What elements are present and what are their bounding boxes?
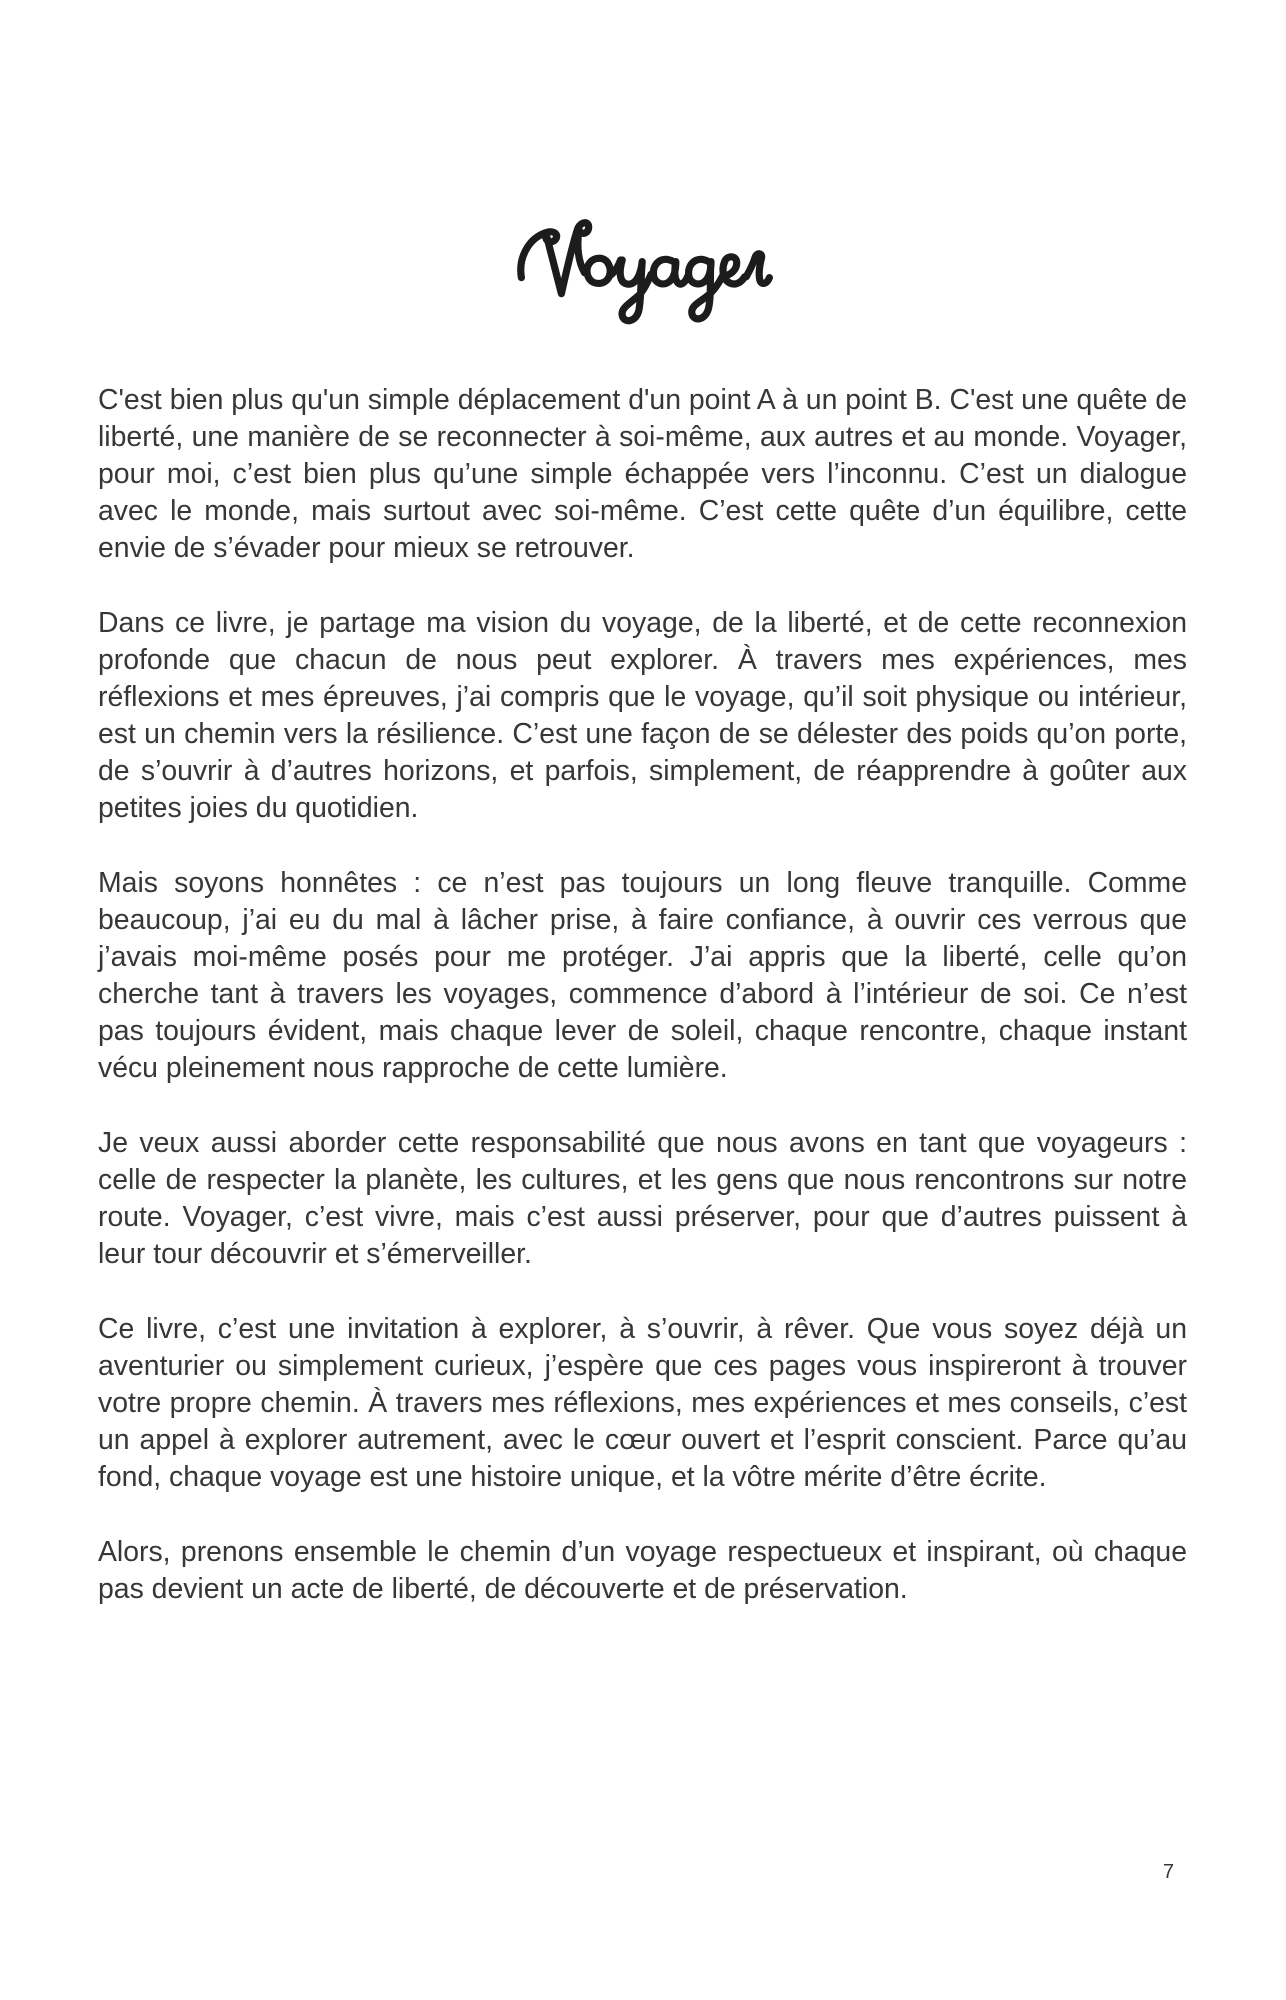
script-letter-g [689,259,723,319]
script-letter-V [521,223,589,294]
script-letter-r [746,254,769,284]
script-letter-y [620,260,651,321]
paragraph-5: Ce livre, c’est une invitation à explorer, à s’ouvrir, à rêver. Que vous soyez déjà un aventurier ou simplement curieux, j’espère que ces pages vous inspireront à trouver votre propre chemin. À travers mes réflexions, mes expériences et mes conseils, c’est un appel à explorer autrement, avec le cœur ouvert et l’esprit conscient. Parce qu’au fond, chaque voyage est une histoire unique, et la vôtre mérite d’être écrite. [98,1313,1187,1493]
paragraph-1: C'est bien plus qu'un simple déplacement d'un point A à un point B. C'est une quête de liberté, une manière de se reconnecter à soi-même, aux autres et au monde. Voyager, pour moi, c’est bien plus qu’une simple échappée vers l’inconnu. C’est un dialogue avec le monde, mais surtout avec soi-même. C’est cette quête d’un équilibre, cette envie de s’évader pour mieux se retrouver. [98,384,1187,564]
script-letter-a [653,259,687,284]
paragraph-2: Dans ce livre, je partage ma vision du voyage, de la liberté, et de cette reconnexion profonde que chacun de nous peut explorer. À travers mes expériences, mes réflexions et mes épreuves, j’ai compris que le voyage, qu’il soit physique ou intérieur, est un chemin vers la résilience. C’est une façon de se délester des poids qu’on porte, de s’ouvrir à d’autres horizons, et parfois, simplement, de réapprendre à goûter aux petites joies du quotidien. [98,607,1187,824]
script-letter-e [723,257,745,284]
paragraph-4: Je veux aussi aborder cette responsabilité que nous avons en tant que voyageurs : celle de respecter la planète, les cultures, et les gens que nous rencontrons sur notre route. Voyager, c’est vivre, mais c’est aussi préserver, pour que d’autres puissent à leur tour découvrir et s’émerveiller. [98,1127,1187,1270]
paragraph-3: Mais soyons honnêtes : ce n’est pas toujours un long fleuve tranquille. Comme beaucoup, j’ai eu du mal à lâcher prise, à faire confiance, à ouvrir ces verrous que j’avais moi-même posés pour me protéger. J’ai appris que la liberté, celle qu’on cherche tant à travers les voyages, commence d’abord à l’intérieur de soi. Ce n’est pas toujours évident, mais chaque lever de soleil, chaque rencontre, chaque instant vécu pleinement nous rapproche de cette lumière. [98,867,1187,1084]
script-letter-o [587,258,610,283]
body-text [98,382,1187,1608]
paragraph-6: Alors, prenons ensemble le chemin d’un voyage respectueux et inspirant, où chaque pas devient un acte de liberté, de découverte et de préservation. [98,1536,1187,1605]
page-number: 7 [1162,1861,1174,1883]
chapter-title [0,0,1286,340]
title-script-voyager-icon [507,204,779,340]
